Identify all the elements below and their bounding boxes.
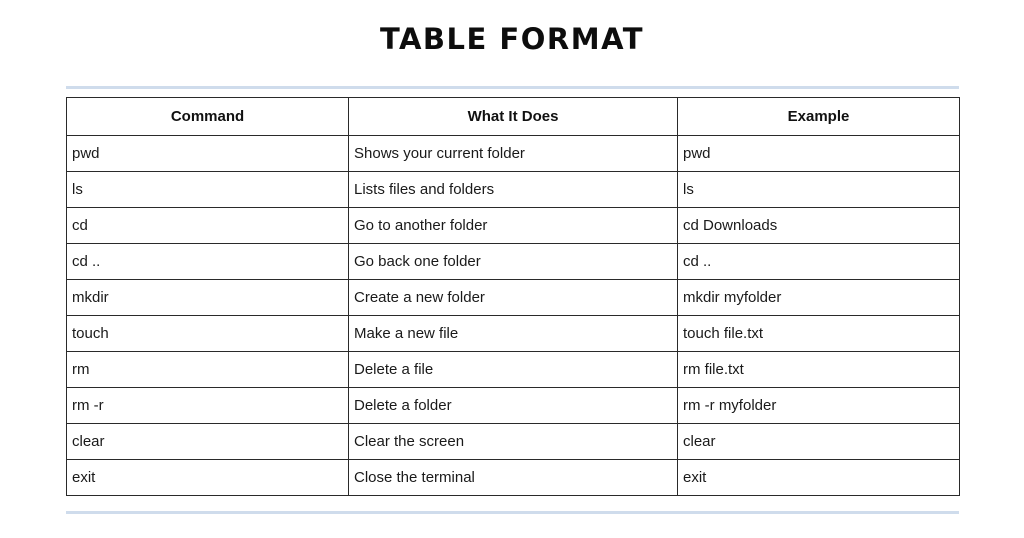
top-divider [66,86,959,89]
command-cell: pwd [67,136,349,172]
table-row [67,244,960,280]
example-cell: cd .. [678,244,960,280]
description-cell: Delete a file [349,352,678,388]
command-cell: exit [67,460,349,496]
example-cell: clear [678,424,960,460]
command-cell: cd [67,208,349,244]
example-cell: rm file.txt [678,352,960,388]
example-cell: mkdir myfolder [678,280,960,316]
header-command: Command [67,98,349,136]
table-row [67,388,960,424]
example-cell: cd Downloads [678,208,960,244]
command-cell: clear [67,424,349,460]
command-cell: cd .. [67,244,349,280]
command-cell: mkdir [67,280,349,316]
description-cell: Delete a folder [349,388,678,424]
header-example: Example [678,98,960,136]
command-cell: ls [67,172,349,208]
example-cell: ls [678,172,960,208]
table-row [67,208,960,244]
table-row [67,172,960,208]
commands-table [66,97,960,496]
description-cell: Go back one folder [349,244,678,280]
command-cell: touch [67,316,349,352]
example-cell: exit [678,460,960,496]
table-row [67,460,960,496]
description-cell: Close the terminal [349,460,678,496]
command-cell: rm -r [67,388,349,424]
example-cell: touch file.txt [678,316,960,352]
description-cell: Lists files and folders [349,172,678,208]
page-title: TABLE FORMAT [379,22,645,56]
table-header-row [67,98,960,136]
header-what-it-does: What It Does [349,98,678,136]
table-row [67,136,960,172]
description-cell: Make a new file [349,316,678,352]
bottom-divider [66,511,959,514]
example-cell: pwd [678,136,960,172]
description-cell: Shows your current folder [349,136,678,172]
table-container [66,97,959,496]
command-cell: rm [67,352,349,388]
example-cell: rm -r myfolder [678,388,960,424]
table-row [67,424,960,460]
description-cell: Create a new folder [349,280,678,316]
table-row [67,352,960,388]
description-cell: Clear the screen [349,424,678,460]
table-row [67,280,960,316]
description-cell: Go to another folder [349,208,678,244]
table-row [67,316,960,352]
